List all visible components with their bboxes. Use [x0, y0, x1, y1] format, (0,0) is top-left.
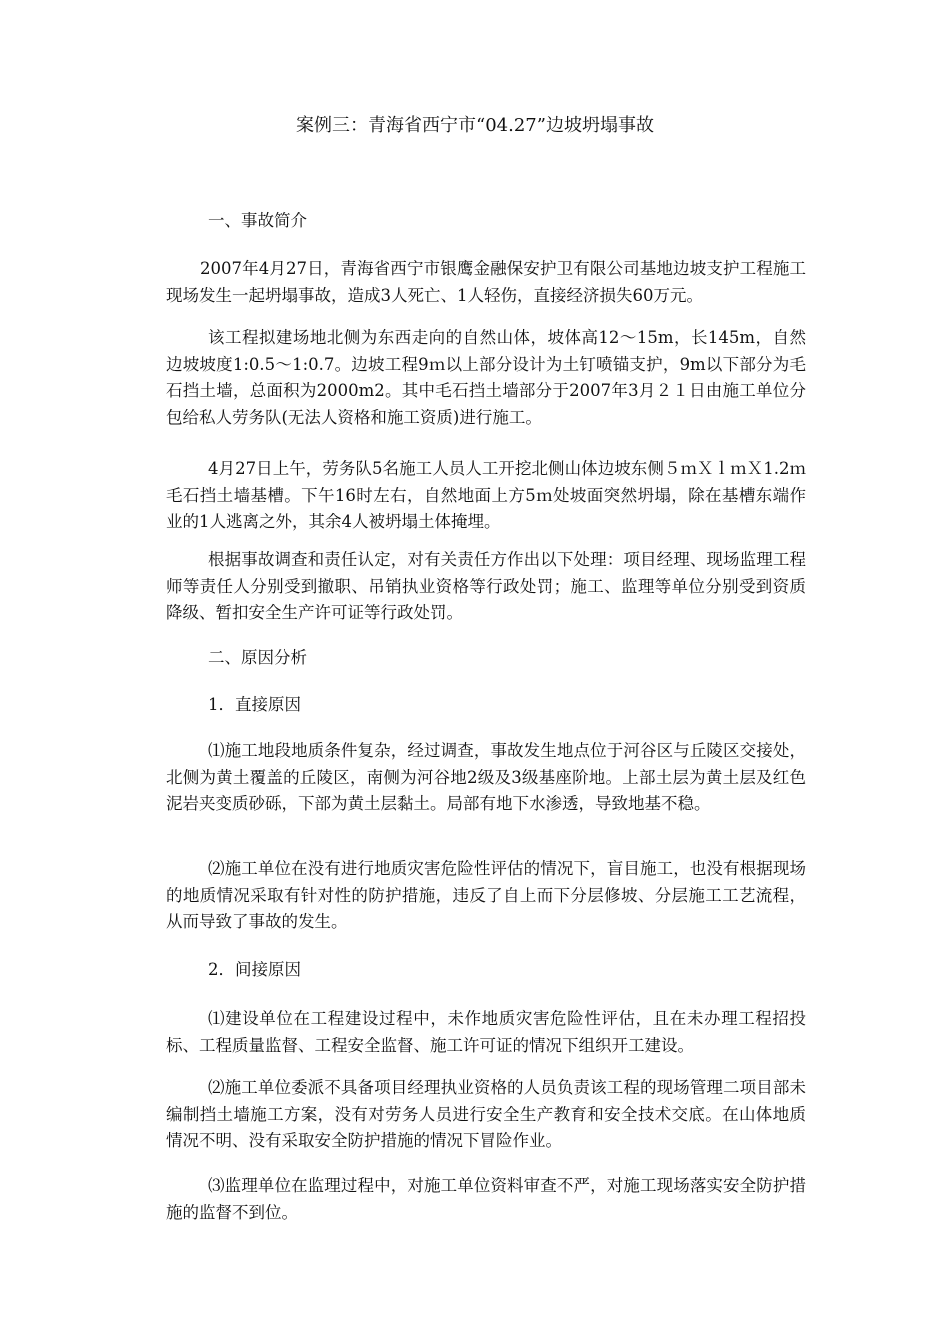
- subheading-indirect-cause: 2．间接原因: [208, 960, 301, 979]
- paragraph-accident-process: 4月27日上午，劳务队5名施工人员人工开挖北侧山体边坡东侧５ｍＸｌｍＸ1.2ｍ毛石挡土墙基槽。下午16时左右，自然地面上方5ｍ处坡面突然坍塌，除在基槽东端作业的1人逃离之外，其余4人被坍塌土体掩埋。: [166, 459, 806, 531]
- paragraph-project-description: 该工程拟建场地北侧为东西走向的自然山体，坡体高12～15m，长145m，自然边坡坡度1:0.5～1:0.7。边坡工程9ｍ以上部分设计为土钉喷锚支护，9m以下部分为毛石挡土墙，总面积为2000m2。其中毛石挡土墙部分于2007年3月２１日由施工单位分包给私人劳务队(无法人资格和施工资质)进行施工。: [166, 328, 806, 427]
- paragraph-indirect-cause-1: ⑴建设单位在工程建设过程中，未作地质灾害危险性评估，且在未办理工程招投标、工程质量监督、工程安全监督、施工许可证的情况下组织开工建设。: [166, 1009, 806, 1055]
- paragraph-indirect-cause-2: ⑵施工单位委派不具备项目经理执业资格的人员负责该工程的现场管理二项目部未编制挡土墙施工方案，没有对劳务人员进行安全生产教育和安全技术交底。在山体地质情况不明、没有采取安全防护措施的情况下冒险作业。: [166, 1078, 806, 1150]
- section-heading-accident-summary: 一、事故简介: [208, 211, 307, 230]
- section-heading-cause-analysis: 二、原因分析: [208, 648, 307, 667]
- paragraph-indirect-cause-3: ⑶监理单位在监理过程中，对施工单位资料审查不严，对施工现场落实安全防护措施的监督不到位。: [166, 1176, 806, 1222]
- paragraph-accident-overview: 2007年4月27日，青海省西宁市银鹰金融保安护卫有限公司基地边坡支护工程施工现场发生一起坍塌事故，造成3人死亡、1人轻伤，直接经济损失60万元。: [166, 259, 806, 305]
- document-title: 案例三：青海省西宁市“04.27”边坡坍塌事故: [296, 115, 654, 136]
- subheading-direct-cause: 1．直接原因: [208, 695, 301, 714]
- paragraph-direct-cause-1: ⑴施工地段地质条件复杂，经过调查，事故发生地点位于河谷区与丘陵区交接处，北侧为黄土覆盖的丘陵区，南侧为河谷地2级及3级基座阶地。上部土层为黄土层及红色泥岩夹变质砂砾，下部为黄土层黏土。局部有地下水渗透，导致地基不稳。: [166, 741, 806, 813]
- paragraph-direct-cause-2: ⑵施工单位在没有进行地质灾害危险性评估的情况下，盲目施工，也没有根据现场的地质情况采取有针对性的防护措施，违反了自上而下分层修坡、分层施工工艺流程，从而导致了事故的发生。: [166, 859, 806, 931]
- paragraph-accident-handling: 根据事故调查和责任认定，对有关责任方作出以下处理：项目经理、现场监理工程师等责任人分别受到撤职、吊销执业资格等行政处罚；施工、监理等单位分别受到资质降级、暂扣安全生产许可证等行政处罚。: [166, 550, 806, 622]
